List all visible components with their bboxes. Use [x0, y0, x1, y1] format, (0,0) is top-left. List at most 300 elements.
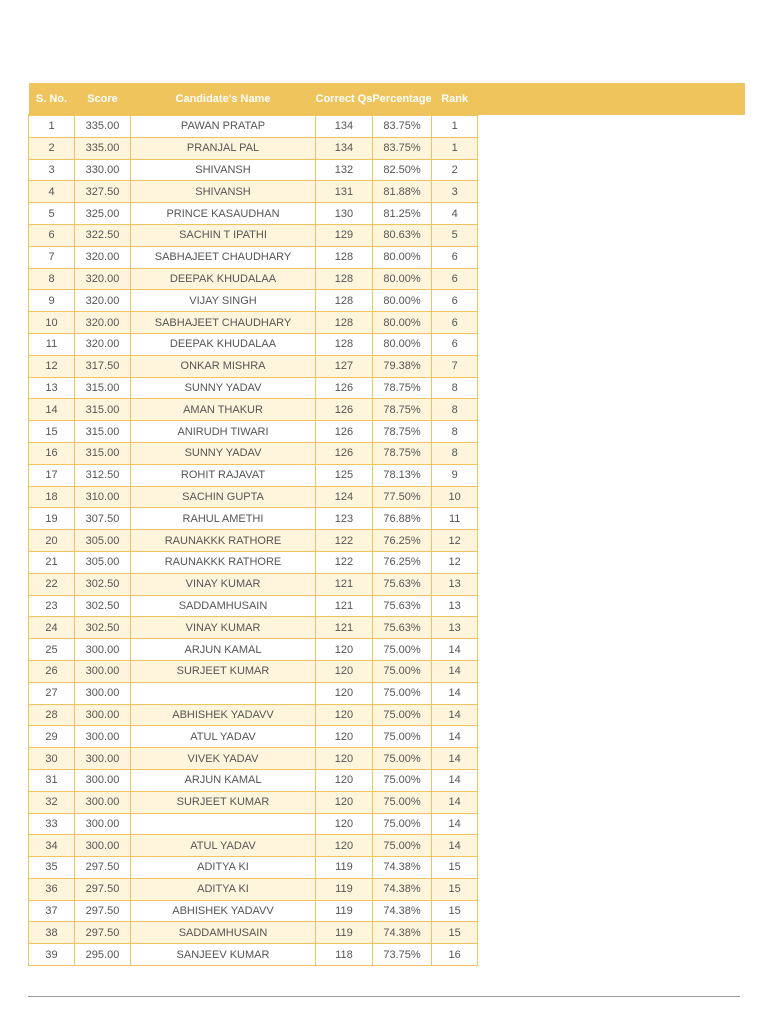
- cell-percentage: 81.25%: [372, 203, 431, 225]
- table-row: [29, 595, 746, 617]
- cell-score: 300.00: [75, 791, 131, 813]
- table-row: [29, 835, 746, 857]
- table-row: [29, 573, 746, 595]
- cell-percentage: 74.38%: [372, 900, 431, 922]
- row-filler: [478, 442, 746, 464]
- cell-score: 330.00: [75, 159, 131, 181]
- table-header-row: [29, 83, 746, 115]
- cell-percentage: 83.75%: [372, 137, 431, 159]
- cell-correct-qs: 120: [316, 726, 373, 748]
- cell-correct-qs: 124: [316, 486, 373, 508]
- table-row: [29, 181, 746, 203]
- cell-percentage: 75.00%: [372, 791, 431, 813]
- cell-correct-qs: 118: [316, 944, 373, 966]
- cell-score: 320.00: [75, 312, 131, 334]
- row-filler: [478, 769, 746, 791]
- table-row: [29, 486, 746, 508]
- cell-score: 297.50: [75, 900, 131, 922]
- table-row: [29, 878, 746, 900]
- cell-percentage: 76.25%: [372, 530, 431, 552]
- table-row: [29, 115, 746, 137]
- cell-percentage: 80.00%: [372, 268, 431, 290]
- cell-score: 302.50: [75, 573, 131, 595]
- cell-rank: 6: [432, 312, 478, 334]
- row-filler: [478, 704, 746, 726]
- cell-candidate-name: VINAY KUMAR: [131, 617, 316, 639]
- cell-percentage: 75.00%: [372, 813, 431, 835]
- cell-sno: 12: [29, 355, 75, 377]
- row-filler: [478, 530, 746, 552]
- cell-correct-qs: 121: [316, 595, 373, 617]
- cell-percentage: 80.00%: [372, 312, 431, 334]
- cell-score: 305.00: [75, 530, 131, 552]
- cell-candidate-name: RAUNAKKK RATHORE: [131, 530, 316, 552]
- cell-sno: 6: [29, 224, 75, 246]
- cell-correct-qs: 128: [316, 246, 373, 268]
- cell-rank: 15: [432, 878, 478, 900]
- cell-correct-qs: 120: [316, 748, 373, 770]
- cell-candidate-name: SURJEET KUMAR: [131, 791, 316, 813]
- table-row: [29, 203, 746, 225]
- cell-rank: 8: [432, 399, 478, 421]
- row-filler: [478, 355, 746, 377]
- row-filler: [478, 268, 746, 290]
- cell-percentage: 73.75%: [372, 944, 431, 966]
- footer-divider: [28, 996, 740, 997]
- cell-sno: 17: [29, 464, 75, 486]
- table-row: [29, 922, 746, 944]
- results-sheet: [28, 83, 746, 966]
- table-row: [29, 530, 746, 552]
- cell-candidate-name: SADDAMHUSAIN: [131, 922, 316, 944]
- row-filler: [478, 639, 746, 661]
- table-row: [29, 508, 746, 530]
- table-row: [29, 682, 746, 704]
- table-row: [29, 312, 746, 334]
- cell-rank: 14: [432, 639, 478, 661]
- row-filler: [478, 878, 746, 900]
- table-body: [29, 115, 746, 966]
- cell-correct-qs: 130: [316, 203, 373, 225]
- cell-rank: 3: [432, 181, 478, 203]
- row-filler: [478, 312, 746, 334]
- table-row: [29, 290, 746, 312]
- cell-candidate-name: ONKAR MISHRA: [131, 355, 316, 377]
- cell-rank: 10: [432, 486, 478, 508]
- cell-candidate-name: AMAN THAKUR: [131, 399, 316, 421]
- cell-correct-qs: 134: [316, 137, 373, 159]
- table-row: [29, 159, 746, 181]
- cell-score: 302.50: [75, 617, 131, 639]
- header-percentage: Percentage: [372, 83, 431, 115]
- cell-candidate-name: SHIVANSH: [131, 159, 316, 181]
- header-score: Score: [75, 83, 131, 115]
- cell-candidate-name: SABHAJEET CHAUDHARY: [131, 312, 316, 334]
- row-filler: [478, 464, 746, 486]
- cell-rank: 1: [432, 137, 478, 159]
- cell-sno: 27: [29, 682, 75, 704]
- cell-percentage: 78.13%: [372, 464, 431, 486]
- cell-candidate-name: ATUL YADAV: [131, 835, 316, 857]
- table-row: [29, 377, 746, 399]
- table-row: [29, 900, 746, 922]
- cell-sno: 39: [29, 944, 75, 966]
- cell-sno: 9: [29, 290, 75, 312]
- row-filler: [478, 835, 746, 857]
- cell-score: 320.00: [75, 246, 131, 268]
- cell-rank: 14: [432, 726, 478, 748]
- cell-percentage: 75.00%: [372, 726, 431, 748]
- cell-sno: 22: [29, 573, 75, 595]
- table-row: [29, 769, 746, 791]
- cell-candidate-name: SURJEET KUMAR: [131, 660, 316, 682]
- cell-sno: 11: [29, 333, 75, 355]
- header-rank: Rank: [432, 83, 478, 115]
- cell-candidate-name: ROHIT RAJAVAT: [131, 464, 316, 486]
- table-row: [29, 704, 746, 726]
- cell-percentage: 75.63%: [372, 617, 431, 639]
- cell-candidate-name: SABHAJEET CHAUDHARY: [131, 246, 316, 268]
- cell-score: 300.00: [75, 835, 131, 857]
- table-row: [29, 551, 746, 573]
- cell-percentage: 74.38%: [372, 857, 431, 879]
- cell-rank: 8: [432, 421, 478, 443]
- row-filler: [478, 791, 746, 813]
- cell-rank: 6: [432, 333, 478, 355]
- cell-percentage: 80.00%: [372, 290, 431, 312]
- cell-correct-qs: 129: [316, 224, 373, 246]
- cell-candidate-name: SHIVANSH: [131, 181, 316, 203]
- cell-sno: 16: [29, 442, 75, 464]
- cell-score: 320.00: [75, 268, 131, 290]
- cell-rank: 14: [432, 704, 478, 726]
- cell-score: 327.50: [75, 181, 131, 203]
- cell-score: 297.50: [75, 857, 131, 879]
- cell-candidate-name: ABHISHEK YADAVV: [131, 900, 316, 922]
- cell-sno: 23: [29, 595, 75, 617]
- cell-percentage: 78.75%: [372, 399, 431, 421]
- cell-candidate-name: PRANJAL PAL: [131, 137, 316, 159]
- cell-candidate-name: VIJAY SINGH: [131, 290, 316, 312]
- cell-score: 300.00: [75, 704, 131, 726]
- cell-candidate-name: [131, 682, 316, 704]
- table-row: [29, 246, 746, 268]
- cell-sno: 21: [29, 551, 75, 573]
- cell-rank: 14: [432, 748, 478, 770]
- table-row: [29, 355, 746, 377]
- cell-candidate-name: SUNNY YADAV: [131, 377, 316, 399]
- cell-percentage: 74.38%: [372, 922, 431, 944]
- cell-percentage: 79.38%: [372, 355, 431, 377]
- cell-rank: 6: [432, 268, 478, 290]
- row-filler: [478, 748, 746, 770]
- cell-rank: 2: [432, 159, 478, 181]
- cell-score: 300.00: [75, 726, 131, 748]
- cell-candidate-name: DEEPAK KHUDALAA: [131, 268, 316, 290]
- cell-correct-qs: 120: [316, 639, 373, 661]
- table-row: [29, 857, 746, 879]
- row-filler: [478, 333, 746, 355]
- cell-correct-qs: 123: [316, 508, 373, 530]
- cell-percentage: 76.25%: [372, 551, 431, 573]
- cell-rank: 13: [432, 573, 478, 595]
- row-filler: [478, 508, 746, 530]
- table-row: [29, 333, 746, 355]
- cell-correct-qs: 126: [316, 421, 373, 443]
- cell-rank: 4: [432, 203, 478, 225]
- cell-rank: 7: [432, 355, 478, 377]
- cell-rank: 14: [432, 791, 478, 813]
- row-filler: [478, 900, 746, 922]
- cell-sno: 5: [29, 203, 75, 225]
- cell-candidate-name: ARJUN KAMAL: [131, 639, 316, 661]
- cell-score: 315.00: [75, 377, 131, 399]
- cell-score: 300.00: [75, 813, 131, 835]
- cell-sno: 33: [29, 813, 75, 835]
- cell-rank: 14: [432, 813, 478, 835]
- cell-rank: 8: [432, 377, 478, 399]
- cell-score: 300.00: [75, 748, 131, 770]
- cell-score: 310.00: [75, 486, 131, 508]
- row-filler: [478, 290, 746, 312]
- cell-score: 312.50: [75, 464, 131, 486]
- row-filler: [478, 486, 746, 508]
- row-filler: [478, 726, 746, 748]
- cell-sno: 37: [29, 900, 75, 922]
- table-row: [29, 639, 746, 661]
- cell-score: 322.50: [75, 224, 131, 246]
- cell-candidate-name: RAUNAKKK RATHORE: [131, 551, 316, 573]
- row-filler: [478, 573, 746, 595]
- cell-sno: 1: [29, 115, 75, 137]
- cell-candidate-name: SACHIN GUPTA: [131, 486, 316, 508]
- row-filler: [478, 682, 746, 704]
- cell-correct-qs: 120: [316, 660, 373, 682]
- cell-rank: 14: [432, 835, 478, 857]
- cell-rank: 14: [432, 682, 478, 704]
- cell-correct-qs: 119: [316, 857, 373, 879]
- cell-candidate-name: ADITYA KI: [131, 878, 316, 900]
- cell-rank: 8: [432, 442, 478, 464]
- cell-rank: 6: [432, 246, 478, 268]
- cell-correct-qs: 126: [316, 442, 373, 464]
- cell-percentage: 80.00%: [372, 246, 431, 268]
- cell-candidate-name: PRINCE KASAUDHAN: [131, 203, 316, 225]
- cell-score: 297.50: [75, 922, 131, 944]
- cell-percentage: 77.50%: [372, 486, 431, 508]
- cell-correct-qs: 120: [316, 769, 373, 791]
- cell-percentage: 75.00%: [372, 639, 431, 661]
- cell-candidate-name: PAWAN PRATAP: [131, 115, 316, 137]
- cell-percentage: 78.75%: [372, 442, 431, 464]
- cell-correct-qs: 119: [316, 900, 373, 922]
- cell-sno: 15: [29, 421, 75, 443]
- cell-percentage: 75.00%: [372, 835, 431, 857]
- cell-score: 315.00: [75, 399, 131, 421]
- cell-correct-qs: 132: [316, 159, 373, 181]
- table-row: [29, 944, 746, 966]
- cell-sno: 2: [29, 137, 75, 159]
- cell-score: 315.00: [75, 421, 131, 443]
- cell-score: 320.00: [75, 290, 131, 312]
- cell-sno: 26: [29, 660, 75, 682]
- row-filler: [478, 595, 746, 617]
- cell-percentage: 78.75%: [372, 377, 431, 399]
- cell-rank: 11: [432, 508, 478, 530]
- cell-candidate-name: ARJUN KAMAL: [131, 769, 316, 791]
- cell-rank: 6: [432, 290, 478, 312]
- cell-correct-qs: 128: [316, 290, 373, 312]
- cell-percentage: 75.63%: [372, 595, 431, 617]
- cell-correct-qs: 128: [316, 333, 373, 355]
- cell-correct-qs: 128: [316, 312, 373, 334]
- cell-sno: 10: [29, 312, 75, 334]
- cell-correct-qs: 125: [316, 464, 373, 486]
- cell-score: 297.50: [75, 878, 131, 900]
- cell-sno: 20: [29, 530, 75, 552]
- cell-sno: 18: [29, 486, 75, 508]
- row-filler: [478, 224, 746, 246]
- cell-rank: 15: [432, 922, 478, 944]
- cell-sno: 38: [29, 922, 75, 944]
- row-filler: [478, 922, 746, 944]
- cell-correct-qs: 126: [316, 399, 373, 421]
- row-filler: [478, 203, 746, 225]
- table-row: [29, 442, 746, 464]
- cell-score: 300.00: [75, 682, 131, 704]
- cell-rank: 14: [432, 769, 478, 791]
- cell-sno: 36: [29, 878, 75, 900]
- row-filler: [478, 115, 746, 137]
- cell-score: 300.00: [75, 660, 131, 682]
- cell-score: 335.00: [75, 115, 131, 137]
- cell-percentage: 75.00%: [372, 682, 431, 704]
- cell-rank: 12: [432, 551, 478, 573]
- table-row: [29, 617, 746, 639]
- cell-score: 300.00: [75, 769, 131, 791]
- cell-score: 315.00: [75, 442, 131, 464]
- table-row: [29, 464, 746, 486]
- cell-percentage: 75.00%: [372, 660, 431, 682]
- cell-sno: 24: [29, 617, 75, 639]
- cell-rank: 12: [432, 530, 478, 552]
- cell-percentage: 75.00%: [372, 748, 431, 770]
- cell-candidate-name: VIVEK YADAV: [131, 748, 316, 770]
- cell-rank: 9: [432, 464, 478, 486]
- cell-sno: 32: [29, 791, 75, 813]
- table-row: [29, 224, 746, 246]
- row-filler: [478, 421, 746, 443]
- row-filler: [478, 181, 746, 203]
- cell-rank: 15: [432, 857, 478, 879]
- cell-percentage: 76.88%: [372, 508, 431, 530]
- cell-score: 335.00: [75, 137, 131, 159]
- cell-score: 302.50: [75, 595, 131, 617]
- cell-score: 325.00: [75, 203, 131, 225]
- cell-score: 295.00: [75, 944, 131, 966]
- row-filler: [478, 551, 746, 573]
- cell-sno: 29: [29, 726, 75, 748]
- row-filler: [478, 377, 746, 399]
- cell-correct-qs: 120: [316, 682, 373, 704]
- cell-candidate-name: ADITYA KI: [131, 857, 316, 879]
- cell-percentage: 83.75%: [372, 115, 431, 137]
- table-row: [29, 660, 746, 682]
- row-filler: [478, 399, 746, 421]
- cell-candidate-name: VINAY KUMAR: [131, 573, 316, 595]
- row-filler: [478, 857, 746, 879]
- cell-percentage: 75.63%: [372, 573, 431, 595]
- cell-percentage: 80.00%: [372, 333, 431, 355]
- table-row: [29, 748, 746, 770]
- cell-percentage: 81.88%: [372, 181, 431, 203]
- table-row: [29, 726, 746, 748]
- cell-sno: 14: [29, 399, 75, 421]
- cell-correct-qs: 119: [316, 878, 373, 900]
- cell-percentage: 82.50%: [372, 159, 431, 181]
- cell-correct-qs: 134: [316, 115, 373, 137]
- cell-correct-qs: 121: [316, 573, 373, 595]
- cell-score: 300.00: [75, 639, 131, 661]
- cell-percentage: 74.38%: [372, 878, 431, 900]
- cell-correct-qs: 126: [316, 377, 373, 399]
- cell-percentage: 75.00%: [372, 769, 431, 791]
- header-band-filler: [478, 83, 746, 115]
- cell-candidate-name: SANJEEV KUMAR: [131, 944, 316, 966]
- header-sno: S. No.: [29, 83, 75, 115]
- cell-candidate-name: SADDAMHUSAIN: [131, 595, 316, 617]
- cell-correct-qs: 131: [316, 181, 373, 203]
- cell-correct-qs: 127: [316, 355, 373, 377]
- cell-score: 320.00: [75, 333, 131, 355]
- row-filler: [478, 944, 746, 966]
- table-row: [29, 421, 746, 443]
- results-table: [28, 83, 746, 966]
- cell-candidate-name: ANIRUDH TIWARI: [131, 421, 316, 443]
- cell-candidate-name: ABHISHEK YADAVV: [131, 704, 316, 726]
- cell-candidate-name: DEEPAK KHUDALAA: [131, 333, 316, 355]
- table-row: [29, 268, 746, 290]
- cell-candidate-name: RAHUL AMETHI: [131, 508, 316, 530]
- cell-sno: 7: [29, 246, 75, 268]
- cell-rank: 15: [432, 900, 478, 922]
- cell-score: 317.50: [75, 355, 131, 377]
- cell-correct-qs: 119: [316, 922, 373, 944]
- table-row: [29, 791, 746, 813]
- header-candidate-name: Candidate's Name: [131, 83, 316, 115]
- cell-rank: 5: [432, 224, 478, 246]
- row-filler: [478, 159, 746, 181]
- cell-sno: 19: [29, 508, 75, 530]
- cell-sno: 25: [29, 639, 75, 661]
- cell-percentage: 78.75%: [372, 421, 431, 443]
- cell-percentage: 80.63%: [372, 224, 431, 246]
- cell-candidate-name: [131, 813, 316, 835]
- cell-rank: 13: [432, 617, 478, 639]
- cell-sno: 8: [29, 268, 75, 290]
- cell-correct-qs: 120: [316, 835, 373, 857]
- row-filler: [478, 617, 746, 639]
- header-correct-qs: Correct Qs: [316, 83, 373, 115]
- cell-correct-qs: 122: [316, 551, 373, 573]
- cell-sno: 4: [29, 181, 75, 203]
- table-row: [29, 399, 746, 421]
- cell-correct-qs: 120: [316, 791, 373, 813]
- cell-correct-qs: 128: [316, 268, 373, 290]
- row-filler: [478, 137, 746, 159]
- cell-rank: 14: [432, 660, 478, 682]
- row-filler: [478, 246, 746, 268]
